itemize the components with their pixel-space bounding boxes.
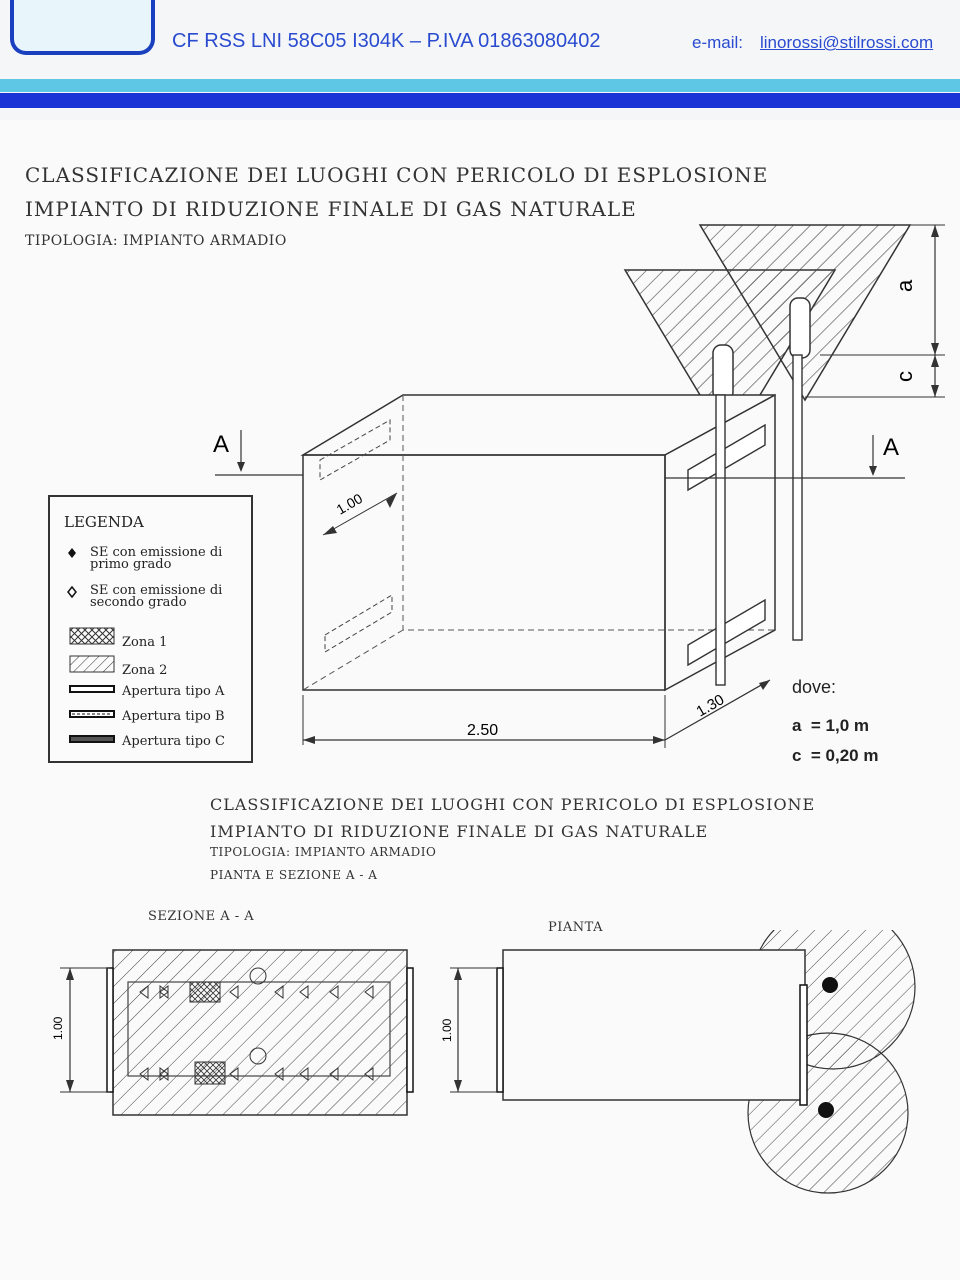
drawing1-title-line1: CLASSIFICAZIONE DEI LUOGHI CON PERICOLO DI ESPLOSIONE [25,163,769,187]
cabinet-front-face [303,455,665,690]
vent-pipe-right [793,355,802,640]
legend-apertura-a: Apertura tipo A [122,684,225,699]
vent-pipe-top-right [790,298,810,358]
legend-apertura-c: Apertura tipo C [122,734,225,749]
tax-code-text: CF RSS LNI 58C05 I304K – P.IVA 01863080402 [172,30,601,52]
legend-title: LEGENDA [64,513,144,531]
legend-se-secondo-line1: SE con emissione di [90,583,223,598]
se-secondo-icon [68,587,76,597]
legend-zona2: Zona 2 [122,663,168,678]
email-link[interactable]: linorossi@stilrossi.com [760,33,934,52]
zona1-icon [70,628,114,644]
emission-point-lower [818,1102,834,1118]
dim-depth: 1.30 [693,691,728,721]
email-label: e-mail: [692,33,744,52]
dim-width: 2.50 [467,722,499,739]
legend-box [48,495,253,763]
drawing2-subtitle: PIANTA E SEZIONE A - A [210,868,378,882]
section-marker-left: A [213,431,230,458]
apertura-c-icon [70,736,114,742]
equation-c: c = 0,20 m [792,746,879,765]
section-label: SEZIONE A - A [148,909,255,924]
dim-section: 1.00 [51,1016,65,1040]
apertura-a-icon [70,686,114,692]
drawing2-title-line2: IMPIANTO DI RIDUZIONE FINALE DI GAS NATURALE [210,822,709,841]
drawing2-tipologia: TIPOLOGIA: IMPIANTO ARMADIO [210,845,437,859]
vent-pipe-top-left [713,345,733,400]
dim-c-label: c [892,371,917,382]
emission-point-upper [822,977,838,993]
legend-apertura-b: Apertura tipo B [122,709,225,724]
legend-se-primo-line2: primo grado [90,557,172,572]
zona2-icon [70,656,114,672]
vent-pipe-left [716,395,725,685]
opening-lower-left [325,595,392,652]
legend-se-primo-line1: SE con emissione di [90,545,223,560]
section-outline [113,950,407,1115]
section-marker-right: A [883,434,900,461]
legend-zona1: Zona 1 [122,635,168,650]
section-and-plan-drawing [0,930,960,1270]
drawing2-title-line1: CLASSIFICAZIONE DEI LUOGHI CON PERICOLO DI ESPLOSIONE [210,795,816,814]
drawing1-tipologia: TIPOLOGIA: IMPIANTO ARMADIO [25,233,287,249]
where-label: dove: [792,677,837,697]
se-primo-icon [68,548,76,558]
dim-a-label: a [892,279,917,292]
legend-se-secondo-line2: secondo grado [90,595,187,610]
equation-a: a = 1,0 m [792,716,870,735]
drawing1-title-line2: IMPIANTO DI RIDUZIONE FINALE DI GAS NATURALE [25,197,637,221]
plan-label: PIANTA [548,920,603,935]
dim-opening: 1.00 [333,490,366,518]
plan-outline [503,950,805,1100]
dim-plan: 1.00 [440,1018,454,1042]
